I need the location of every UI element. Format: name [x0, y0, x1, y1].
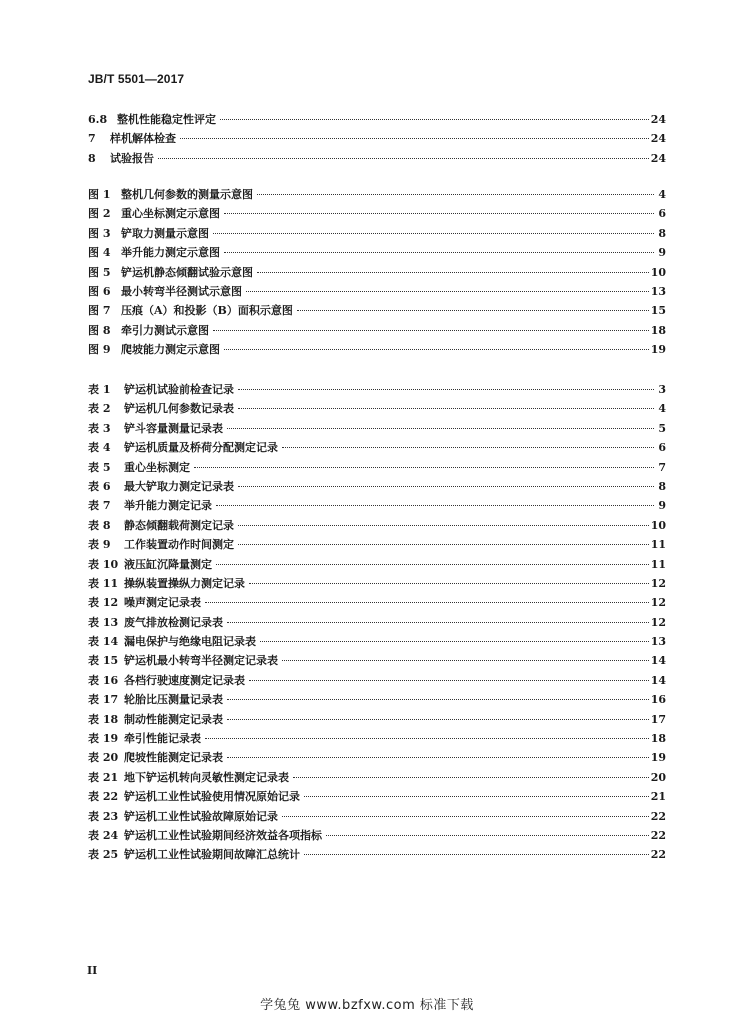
- toc-section-entry[interactable]: [88, 150, 666, 169]
- toc-table-entry[interactable]: [88, 788, 666, 807]
- toc-table-entry[interactable]: [88, 769, 666, 788]
- toc-figure-entry[interactable]: [88, 244, 666, 263]
- toc-table-entry-number: 表 8: [88, 518, 111, 532]
- toc-figure-entry-number: 图 2: [88, 207, 111, 221]
- watermark-text: 学兔兔 www.bzfxw.com 标准下载: [260, 998, 474, 1013]
- toc-figure-entry-page: 18: [650, 323, 666, 337]
- toc-table-entry-title: 最大铲取力测定记录表: [124, 479, 234, 493]
- toc-section-entry-number: 6.8: [88, 113, 108, 126]
- toc-table-entry-page: 8: [658, 479, 666, 493]
- toc-table-entry-page: 19: [650, 751, 666, 765]
- toc-table-entry[interactable]: [88, 536, 666, 555]
- toc-table-entry-page: 20: [650, 770, 666, 784]
- dot-leader: [257, 272, 649, 273]
- toc-table-entry[interactable]: [88, 808, 666, 827]
- toc-figure-entry-page: 9: [658, 246, 666, 260]
- toc-table-entry[interactable]: [88, 420, 666, 439]
- toc-figure-entry[interactable]: [88, 341, 666, 360]
- dot-leader: [260, 641, 649, 642]
- toc-figure-entry-page: 10: [650, 265, 666, 279]
- toc-table-entry-number: 表 19: [88, 732, 119, 746]
- page-number: II: [87, 964, 98, 977]
- toc-table-entry-page: 10: [650, 518, 666, 532]
- dot-leader: [213, 330, 649, 331]
- toc-table-entry-title: 废气排放检测记录表: [124, 615, 223, 629]
- toc-table-entry[interactable]: [88, 556, 666, 575]
- toc-table-entry-number: 表 14: [88, 635, 119, 649]
- toc-table-entry-title: 爬坡性能测定记录表: [124, 751, 223, 765]
- toc-figure-entry-page: 13: [650, 284, 666, 298]
- toc-figure-entry[interactable]: [88, 264, 666, 283]
- toc-table-entry[interactable]: [88, 381, 666, 400]
- toc-figure-entry-title: 牵引力测试示意图: [121, 323, 209, 337]
- toc-table-entry-page: 22: [650, 809, 666, 823]
- toc-table-entry[interactable]: [88, 749, 666, 768]
- toc-section-entry-page: 24: [650, 132, 666, 146]
- toc-section-entry-title: 样机解体检查: [110, 132, 176, 146]
- toc-table-entry-page: 11: [650, 557, 666, 571]
- toc-table-entry[interactable]: [88, 730, 666, 749]
- toc-table-entry-title: 举升能力测定记录: [124, 499, 212, 513]
- toc-table-entry[interactable]: [88, 633, 666, 652]
- dot-leader: [297, 310, 649, 311]
- dot-leader: [326, 835, 649, 836]
- toc-table-entry-number: 表 5: [88, 460, 111, 474]
- toc-figure-entry-page: 19: [650, 343, 666, 357]
- toc-table-entry[interactable]: [88, 691, 666, 710]
- toc-table-entry-title: 铲运机工业性试验期间经济效益各项指标: [124, 828, 322, 842]
- toc-table-entry-number: 表 6: [88, 479, 111, 493]
- toc-figure-entry-number: 图 9: [88, 343, 111, 357]
- dot-leader: [220, 119, 649, 120]
- toc-figure-entry-title: 压痕（A）和投影（B）面积示意图: [121, 304, 293, 318]
- toc-table-entry-page: 22: [650, 828, 666, 842]
- toc-table-entry[interactable]: [88, 517, 666, 536]
- dot-leader: [227, 699, 649, 700]
- toc-figure-entry[interactable]: [88, 186, 666, 205]
- toc-figure-entry-number: 图 8: [88, 323, 111, 337]
- dot-leader: [282, 816, 649, 817]
- dot-leader: [227, 719, 649, 720]
- toc-figure-entry-title: 举升能力测定示意图: [121, 246, 220, 260]
- toc-figure-entry[interactable]: [88, 322, 666, 341]
- toc-table-entry[interactable]: [88, 711, 666, 730]
- dot-leader: [224, 252, 654, 253]
- toc-figure-entry-title: 整机几何参数的测量示意图: [121, 188, 253, 201]
- toc-table-entry-title: 重心坐标测定: [124, 460, 190, 474]
- toc-table-entry-number: 表 25: [88, 848, 119, 862]
- toc-table-entry-title: 铲运机试验前检查记录: [124, 383, 234, 396]
- section-list: [88, 111, 666, 169]
- toc-figure-entry-number: 图 7: [88, 304, 111, 318]
- toc-table-entry[interactable]: [88, 497, 666, 516]
- toc-table-entry-page: 14: [650, 654, 666, 668]
- toc-figure-entry-number: 图 1: [88, 188, 111, 201]
- toc-table-entry[interactable]: [88, 459, 666, 478]
- toc-section-entry-number: 7: [88, 132, 96, 146]
- toc-table-entry[interactable]: [88, 400, 666, 419]
- dot-leader: [158, 158, 649, 159]
- dot-leader: [257, 194, 654, 195]
- dot-leader: [246, 291, 649, 292]
- toc-table-entry[interactable]: [88, 575, 666, 594]
- toc-table-entry-number: 表 20: [88, 751, 119, 765]
- toc-section-entry-title: 整机性能稳定性评定: [117, 113, 216, 126]
- toc-table-entry-number: 表 1: [88, 383, 111, 396]
- toc-figure-entry-number: 图 6: [88, 284, 111, 298]
- toc-table-entry-page: 12: [650, 615, 666, 629]
- toc-table-entry-title: 静态倾翻载荷测定记录: [124, 518, 234, 532]
- dot-leader: [227, 428, 654, 429]
- dot-leader: [304, 854, 649, 855]
- toc-table-entry-page: 5: [658, 421, 666, 435]
- toc-table-entry-page: 6: [658, 441, 666, 455]
- dot-leader: [205, 602, 649, 603]
- toc-table-entry-page: 21: [650, 790, 666, 804]
- toc-table-entry-title: 牵引性能记录表: [124, 732, 201, 746]
- dot-leader: [216, 564, 649, 565]
- toc-table-entry-title: 操纵装置操纵力测定记录: [124, 576, 245, 590]
- dot-leader: [238, 408, 654, 409]
- toc-table-entry-title: 轮胎比压测量记录表: [124, 693, 223, 707]
- toc-table-entry-number: 表 18: [88, 712, 119, 726]
- toc-table-entry[interactable]: [88, 614, 666, 633]
- dot-leader: [238, 486, 654, 487]
- toc-table-entry-number: 表 4: [88, 441, 111, 455]
- toc-table-entry-page: 13: [650, 635, 666, 649]
- toc-section-entry-page: 24: [650, 151, 666, 165]
- toc-table-entry-number: 表 22: [88, 790, 119, 804]
- toc-figure-entry-title: 最小转弯半径测试示意图: [121, 284, 242, 298]
- toc-table-entry-number: 表 11: [88, 576, 119, 590]
- toc-table-entry-number: 表 10: [88, 557, 119, 571]
- toc-table-entry-title: 铲运机工业性试验故障原始记录: [124, 809, 278, 823]
- toc-table-entry-number: 表 9: [88, 538, 111, 552]
- toc-table-entry-number: 表 15: [88, 654, 119, 668]
- toc-table-entry-title: 制动性能测定记录表: [124, 712, 223, 726]
- toc-table-entry-title: 工作装置动作时间测定: [124, 538, 234, 552]
- toc-table-entry-number: 表 12: [88, 596, 119, 610]
- toc-table-entry-page: 17: [650, 712, 666, 726]
- toc-table-entry-number: 表 2: [88, 402, 111, 416]
- toc-figure-entry-page: 15: [650, 304, 666, 318]
- toc-table-entry[interactable]: [88, 652, 666, 671]
- toc-table-entry-title: 铲运机工业性试验期间故障汇总统计: [124, 848, 300, 862]
- toc-figure-entry-title: 重心坐标测定示意图: [121, 207, 220, 221]
- dot-leader: [238, 525, 649, 526]
- toc-table-entry-page: 16: [650, 693, 666, 707]
- standard-number: JB/T 5501—2017: [88, 72, 185, 86]
- toc-section-entry[interactable]: [88, 130, 666, 149]
- toc-figure-entry[interactable]: [88, 225, 666, 244]
- dot-leader: [238, 544, 649, 545]
- toc-section-entry-page: 24: [650, 113, 666, 126]
- toc-table-entry-page: 18: [650, 732, 666, 746]
- dot-leader: [282, 447, 654, 448]
- dot-leader: [249, 680, 649, 681]
- toc-figure-entry-page: 8: [658, 226, 666, 240]
- toc-section-entry-number: 8: [88, 151, 96, 165]
- toc-section-entry-title: 试验报告: [110, 151, 154, 165]
- dot-leader: [194, 467, 654, 468]
- toc-figure-entry-title: 铲取力测量示意图: [121, 226, 209, 240]
- toc-table-entry-number: 表 13: [88, 615, 119, 629]
- toc-table-entry-title: 铲运机工业性试验使用情况原始记录: [124, 790, 300, 804]
- toc-figure-entry-page: 6: [658, 207, 666, 221]
- toc-table-entry-title: 地下铲运机转向灵敏性测定记录表: [124, 770, 289, 784]
- table-list: [88, 381, 666, 866]
- toc-table-entry-number: 表 17: [88, 693, 119, 707]
- dot-leader: [238, 389, 654, 390]
- toc-figure-entry[interactable]: [88, 205, 666, 224]
- toc-section-entry[interactable]: [88, 111, 666, 130]
- toc-table-entry-number: 表 21: [88, 770, 119, 784]
- toc-table-entry-number: 表 3: [88, 421, 111, 435]
- toc-figure-entry[interactable]: [88, 302, 666, 321]
- toc-table-entry[interactable]: [88, 672, 666, 691]
- toc-table-entry-page: 7: [658, 460, 666, 474]
- toc-table-entry[interactable]: [88, 594, 666, 613]
- toc-table-entry-number: 表 24: [88, 828, 119, 842]
- toc-table-entry-page: 11: [650, 538, 666, 552]
- toc-table-entry-page: 12: [650, 596, 666, 610]
- toc-table-entry-title: 液压缸沉降量测定: [124, 557, 212, 571]
- dot-leader: [180, 138, 649, 139]
- dot-leader: [293, 777, 649, 778]
- toc-table-entry-title: 各档行驶速度测定记录表: [124, 673, 245, 687]
- toc-table-entry-title: 漏电保护与绝缘电阻记录表: [124, 635, 256, 649]
- figure-list: [88, 186, 666, 361]
- dot-leader: [224, 349, 649, 350]
- toc-table-entry-page: 12: [650, 576, 666, 590]
- toc-table-entry-page: 3: [658, 383, 666, 396]
- toc-table-entry-page: 4: [658, 402, 666, 416]
- toc-figure-entry-title: 爬坡能力测定示意图: [121, 343, 220, 357]
- toc-table-entry[interactable]: [88, 478, 666, 497]
- dot-leader: [249, 583, 649, 584]
- toc-table-entry-page: 22: [650, 848, 666, 862]
- toc-table-entry-number: 表 7: [88, 499, 111, 513]
- toc-table-entry-number: 表 23: [88, 809, 119, 823]
- toc-table-entry-title: 铲运机几何参数记录表: [124, 402, 234, 416]
- toc-table-entry-page: 14: [650, 673, 666, 687]
- toc-figure-entry-title: 铲运机静态倾翻试验示意图: [121, 265, 253, 279]
- toc-table-entry[interactable]: [88, 827, 666, 846]
- dot-leader: [224, 213, 654, 214]
- toc-figure-entry-number: 图 3: [88, 226, 111, 240]
- toc-table-entry-title: 铲斗容量测量记录表: [124, 421, 223, 435]
- toc-figure-entry-number: 图 4: [88, 246, 111, 260]
- dot-leader: [216, 505, 654, 506]
- toc-table-entry-page: 9: [658, 499, 666, 513]
- toc-table-entry[interactable]: [88, 439, 666, 458]
- dot-leader: [304, 796, 649, 797]
- dot-leader: [227, 622, 649, 623]
- toc-table-entry-number: 表 16: [88, 673, 119, 687]
- dot-leader: [213, 233, 654, 234]
- dot-leader: [282, 660, 649, 661]
- dot-leader: [227, 757, 649, 758]
- dot-leader: [205, 738, 649, 739]
- toc-table-entry-title: 铲运机质量及桥荷分配测定记录: [124, 441, 278, 455]
- toc-figure-entry-page: 4: [658, 188, 666, 201]
- toc-table-entry-title: 噪声测定记录表: [124, 596, 201, 610]
- toc-figure-entry[interactable]: [88, 283, 666, 302]
- toc-figure-entry-number: 图 5: [88, 265, 111, 279]
- toc-table-entry[interactable]: [88, 846, 666, 865]
- toc-table-entry-title: 铲运机最小转弯半径测定记录表: [124, 654, 278, 668]
